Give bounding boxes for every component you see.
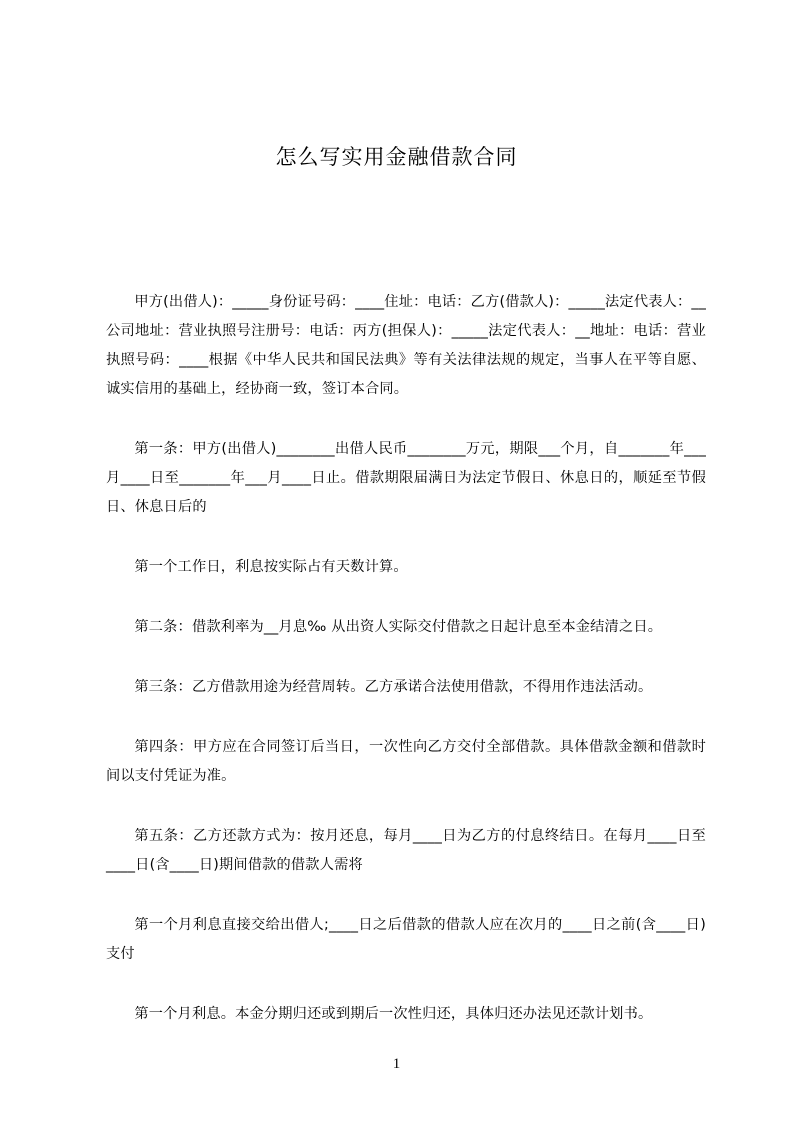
paragraph-article-5-cont: 第一个月利息直接交给出借人;____日之后借款的借款人应在次月的____日之前(含____日)支付 (106, 917, 706, 962)
paragraph-article-1: 第一条：甲方(出借人)________出借人民币________万元，期限___个月，自_______年___月____日至_______年___月____日止。借款期限届满日为法定节假日、休息日的，顺延至节假日、休息日后的 (106, 441, 706, 515)
paragraph-parties: 甲方(出借人)：_____身份证号码：____住址：电话：乙方(借款人)：_____法定代表人：__公司地址：营业执照号注册号：电话：丙方(担保人)：_____法定代表人：__地址：电话：营业执照号码：____根据《中华人民共和国民法典》等有关法律法规的规定，当事人在平等自愿、诚实信用的基础上，经协商一致，签订本合同。 (106, 294, 706, 397)
paragraph-article-3: 第三条：乙方借款用途为经营周转。乙方承诺合法使用借款，不得用作违法活动。 (134, 679, 653, 695)
paragraph-article-1-cont: 第一个工作日，利息按实际占有天数计算。 (134, 559, 408, 575)
page-number: 1 (392, 1056, 401, 1072)
document-body (106, 288, 706, 1060)
document-title: 怎么写实用金融借款合同 (275, 145, 518, 169)
paragraph-article-5: 第五条：乙方还款方式为：按月还息，每月____日为乙方的付息终结日。在每月____日至____日(含____日)期间借款的借款人需将 (106, 828, 706, 873)
paragraph-article-2: 第二条：借款利率为__月息‰ 从出资人实际交付借款之日起计息至本金结清之日。 (134, 619, 663, 635)
paragraph-article-4: 第四条：甲方应在合同签订后当日，一次性向乙方交付全部借款。具体借款金额和借款时间以支付凭证为准。 (106, 739, 706, 784)
paragraph-article-5-end: 第一个月利息。本金分期归还或到期后一次性归还，具体归还办法见还款计划书。 (134, 1006, 653, 1022)
